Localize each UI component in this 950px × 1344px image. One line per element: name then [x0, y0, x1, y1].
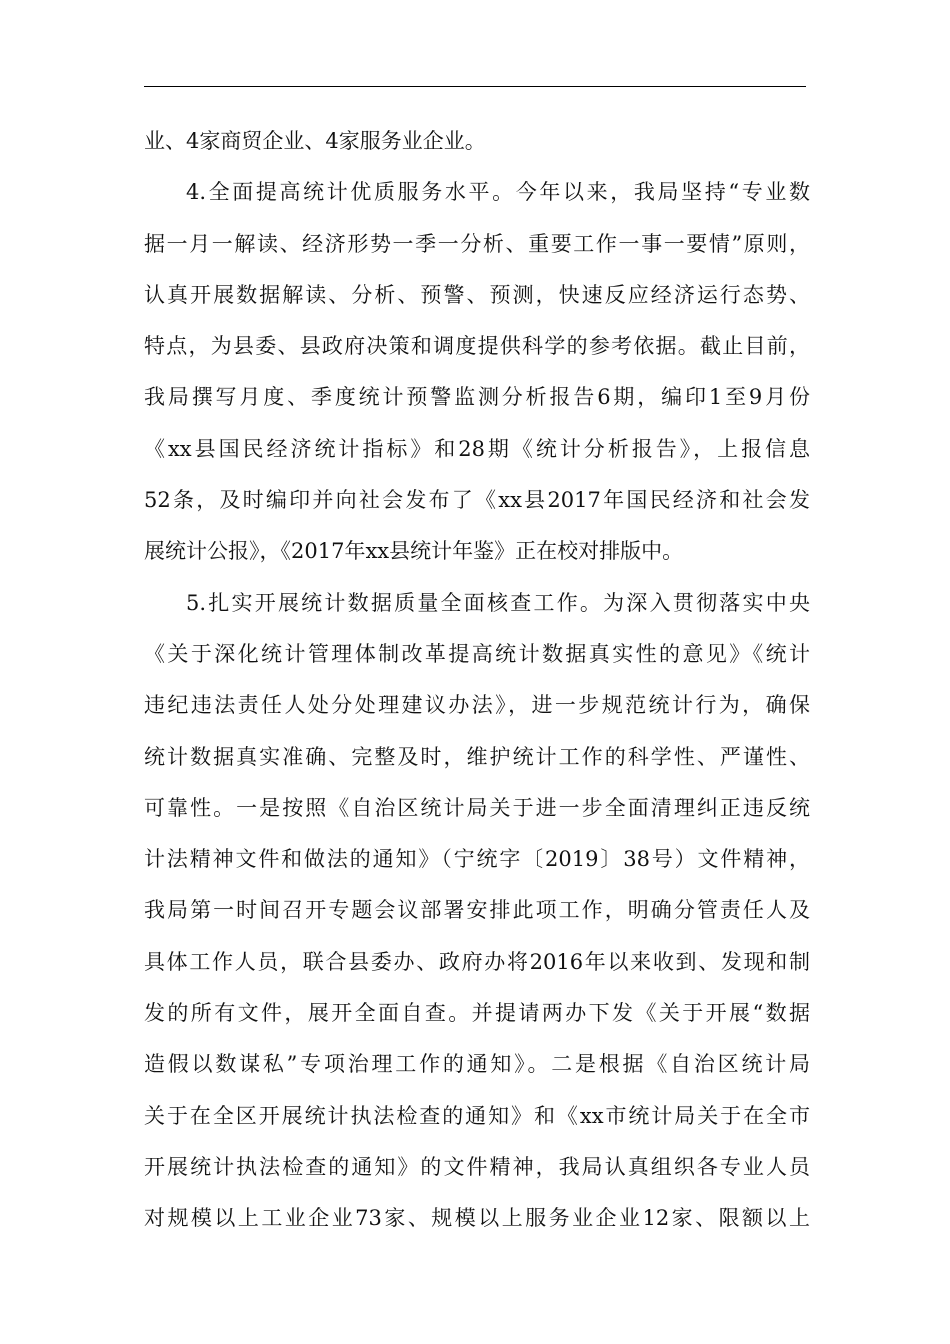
paragraph-4-heading-line: 4.全面提高统计优质服务水平。今年以来，我局坚持“专业数 — [186, 180, 810, 205]
text-line: 具体工作人员，联合县委办、政府办将2016年以来收到、发现和制 — [144, 949, 810, 974]
text-line: 可靠性。一是按照《自治区统计局关于进一步全面清理纠正违反统 — [144, 795, 810, 820]
text-line: 据一月一解读、经济形势一季一分析、重要工作一事一要情”原则， — [144, 231, 810, 256]
text-line: 计法精神文件和做法的通知》（宁统字〔2019〕38号）文件精神， — [144, 847, 810, 872]
text-line: 发的所有文件，展开全面自查。并提请两办下发《关于开展“数据 — [144, 1001, 810, 1026]
text-line: 《xx县国民经济统计指标》和28期《统计分析报告》，上报信息 — [144, 436, 810, 461]
text-line: 特点，为县委、县政府决策和调度提供科学的参考依据。截止目前， — [144, 334, 810, 359]
text-line: 认真开展数据解读、分析、预警、预测，快速反应经济运行态势、 — [144, 282, 810, 307]
text-line: 我局撰写月度、季度统计预警监测分析报告6期，编印1至9月份 — [144, 385, 810, 410]
header-rule — [144, 86, 806, 87]
text-line: 关于在全区开展统计执法检查的通知》和《xx市统计局关于在全市 — [144, 1103, 810, 1128]
text-line: 开展统计执法检查的通知》的文件精神，我局认真组织各专业人员 — [144, 1154, 810, 1179]
text-line: 《关于深化统计管理体制改革提高统计数据真实性的意见》《统计 — [144, 641, 810, 666]
text-line: 违纪违法责任人处分处理建议办法》，进一步规范统计行为，确保 — [144, 693, 810, 718]
text-line: 我局第一时间召开专题会议部署安排此项工作，明确分管责任人及 — [144, 898, 810, 923]
document-body — [144, 116, 810, 1245]
text-line: 统计数据真实准确、完整及时，维护统计工作的科学性、严谨性、 — [144, 744, 810, 769]
text-line: 业、4家商贸企业、4家服务业企业。 — [144, 129, 486, 153]
text-line: 52条，及时编印并向社会发布了《xx县2017年国民经济和社会发 — [144, 488, 810, 513]
text-line: 展统计公报》，《2017年xx县统计年鉴》正在校对排版中。 — [144, 539, 684, 564]
paragraph-5-heading-line: 5.扎实开展统计数据质量全面核查工作。为深入贯彻落实中央 — [186, 590, 810, 615]
text-line: 对规模以上工业企业73家、规模以上服务业企业12家、限额以上 — [144, 1206, 810, 1231]
text-line: 造假以数谋私”专项治理工作的通知》。二是根据《自治区统计局 — [144, 1052, 810, 1077]
